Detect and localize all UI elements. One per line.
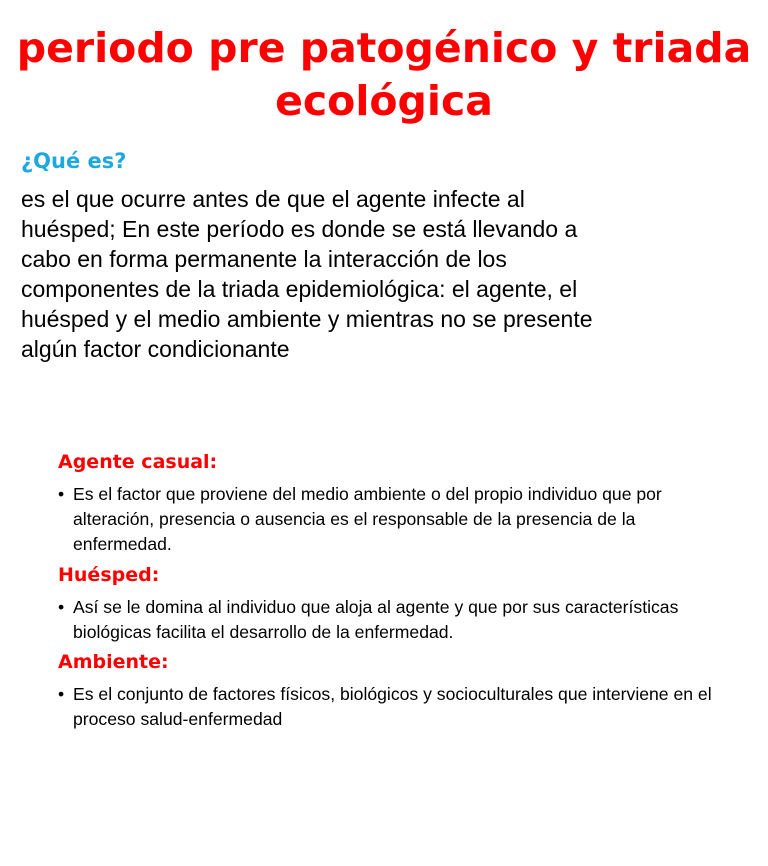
slide-title: periodo pre patogénico y triada ecológica bbox=[16, 24, 752, 125]
environment-heading: Ambiente: bbox=[58, 651, 169, 673]
question-heading: ¿Qué es? bbox=[21, 149, 127, 173]
bullet-marker: • bbox=[58, 484, 65, 504]
agent-description: Es el factor que proviene del medio ambiente o del propio individuo que por alteración, presencia o ausencia es el responsable de la presencia de la enfermedad. bbox=[73, 484, 662, 554]
host-bullet bbox=[58, 595, 723, 645]
bullet-marker: • bbox=[58, 684, 65, 704]
environment-description: Es el conjunto de factores físicos, biológicos y socioculturales que interviene en el proceso salud-enfermedad bbox=[73, 684, 712, 729]
agent-bullet bbox=[58, 482, 723, 557]
definition-text: es el que ocurre antes de que el agente infecte al huésped; En este período es donde se está llevando a cabo en forma permanente la interacción de los componentes de la triada epidemiológica: el agente, el huésped y el medio ambiente y mientras no se presente algún factor condicionante bbox=[21, 186, 593, 362]
host-description: Así se le domina al individuo que aloja al agente y que por sus características biológicas facilita el desarrollo de la enfermedad. bbox=[73, 597, 679, 642]
environment-bullet bbox=[58, 682, 723, 732]
bullet-marker: • bbox=[58, 597, 65, 617]
agent-heading: Agente casual: bbox=[58, 451, 218, 473]
host-heading: Huésped: bbox=[58, 564, 160, 586]
